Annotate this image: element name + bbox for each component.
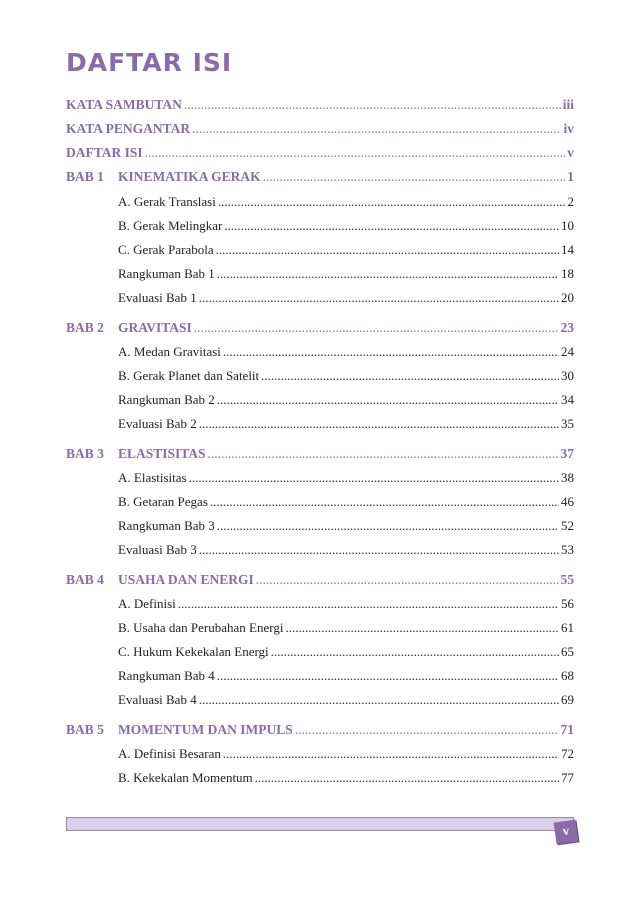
toc-item-page: 65: [561, 644, 574, 659]
toc-item-page: 14: [561, 242, 574, 257]
toc-item[interactable]: [118, 666, 574, 686]
toc-item-label: A. Elastisitas: [118, 470, 187, 485]
leader-dots: [143, 143, 566, 163]
toc-item[interactable]: [118, 594, 574, 614]
chapter-number: BAB 4: [66, 572, 104, 587]
toc-item[interactable]: [118, 642, 574, 662]
toc-item-label: Rangkuman Bab 1: [118, 266, 215, 281]
toc-chapter-bab-5[interactable]: [66, 720, 574, 740]
leader-dots: [182, 95, 561, 115]
toc-item[interactable]: [118, 618, 574, 638]
toc-item-label: B. Gerak Planet dan Satelit: [118, 368, 260, 383]
page-title: DAFTAR ISI: [66, 48, 233, 77]
leader-dots: [190, 119, 561, 139]
toc-item[interactable]: [118, 288, 574, 308]
toc-item[interactable]: [118, 264, 574, 284]
toc-item-page: 72: [561, 746, 574, 761]
leader-dots: [214, 240, 559, 260]
chapter-number: BAB 5: [66, 722, 104, 737]
leader-dots: [254, 570, 559, 590]
chapter-number: BAB 1: [66, 169, 104, 184]
toc-item-label: Rangkuman Bab 3: [118, 518, 215, 533]
chapter-title: ELASTISITAS: [118, 446, 206, 461]
toc-entry-label: KATA SAMBUTAN: [66, 97, 182, 112]
chapter-page: 23: [560, 320, 574, 335]
toc-item-page: 53: [561, 542, 574, 557]
toc-item[interactable]: [118, 468, 574, 488]
toc-item[interactable]: [118, 690, 574, 710]
toc-chapter-bab-3[interactable]: [66, 444, 574, 464]
toc-item-label: B. Getaran Pegas: [118, 494, 208, 509]
toc-item-page: 61: [561, 620, 574, 635]
toc-item-label: C. Gerak Parabola: [118, 242, 214, 257]
leader-dots: [253, 768, 559, 788]
page-number-badge: v: [554, 820, 579, 845]
toc-entry-page: iv: [563, 121, 574, 136]
leader-dots: [176, 594, 559, 614]
toc-item[interactable]: [118, 216, 574, 236]
leader-dots: [208, 492, 559, 512]
chapter-title: KINEMATIKA GERAK: [118, 169, 261, 184]
leader-dots: [259, 366, 559, 386]
leader-dots: [293, 720, 559, 740]
toc-item-label: B. Usaha dan Perubahan Energi: [118, 620, 284, 635]
toc-item-page: 10: [561, 218, 574, 233]
leader-dots: [215, 390, 559, 410]
leader-dots: [187, 468, 559, 488]
toc-item-page: 77: [561, 770, 574, 785]
toc-item-label: A. Medan Gravitasi: [118, 344, 221, 359]
chapter-page: 1: [567, 169, 574, 184]
toc-item[interactable]: [118, 366, 574, 386]
toc-item-page: 56: [561, 596, 574, 611]
toc-item-page: 69: [561, 692, 574, 707]
chapter-title: MOMENTUM DAN IMPULS: [118, 722, 293, 737]
leader-dots: [269, 642, 559, 662]
chapter-number: BAB 2: [66, 320, 104, 335]
leader-dots: [216, 192, 566, 212]
toc-item-page: 35: [561, 416, 574, 431]
leader-dots: [197, 690, 559, 710]
toc-item-page: 68: [561, 668, 574, 683]
toc-item-label: A. Definisi: [118, 596, 176, 611]
leader-dots: [283, 618, 559, 638]
toc-item[interactable]: [118, 516, 574, 536]
toc-item[interactable]: [118, 744, 574, 764]
toc-item-label: C. Hukum Kekekalan Energi: [118, 644, 269, 659]
toc-item-page: 24: [561, 344, 574, 359]
chapter-title: GRAVITASI: [118, 320, 192, 335]
toc-entry-kata-sambutan[interactable]: [66, 95, 574, 115]
leader-dots: [221, 342, 559, 362]
toc-item[interactable]: [118, 342, 574, 362]
chapter-number: BAB 3: [66, 446, 104, 461]
chapter-page: 71: [560, 722, 574, 737]
leader-dots: [221, 744, 559, 764]
footer-bar: [66, 817, 574, 831]
chapter-title: USAHA DAN ENERGI: [118, 572, 254, 587]
leader-dots: [192, 318, 559, 338]
toc-item[interactable]: [118, 768, 574, 788]
toc-item[interactable]: [118, 240, 574, 260]
toc-item-page: 20: [561, 290, 574, 305]
toc-item-label: Evaluasi Bab 1: [118, 290, 197, 305]
toc-item-label: Evaluasi Bab 4: [118, 692, 197, 707]
toc-entry-page: v: [567, 145, 574, 160]
leader-dots: [197, 288, 559, 308]
leader-dots: [215, 516, 559, 536]
toc-item-page: 34: [561, 392, 574, 407]
toc-item[interactable]: [118, 540, 574, 560]
toc-item-page: 2: [567, 194, 574, 209]
toc-item-page: 30: [561, 368, 574, 383]
leader-dots: [206, 444, 559, 464]
toc-item-label: A. Gerak Translasi: [118, 194, 216, 209]
toc-item-label: Evaluasi Bab 2: [118, 416, 197, 431]
toc-entry-label: DAFTAR ISI: [66, 145, 143, 160]
toc-entry-daftar-isi[interactable]: [66, 143, 574, 163]
toc-item-label: A. Definisi Besaran: [118, 746, 221, 761]
toc-chapter-bab-1[interactable]: [66, 167, 574, 187]
toc-item-label: Rangkuman Bab 2: [118, 392, 215, 407]
toc-chapter-bab-4[interactable]: [66, 570, 574, 590]
toc-item-label: B. Kekekalan Momentum: [118, 770, 253, 785]
toc-entry-kata-pengantar[interactable]: [66, 119, 574, 139]
leader-dots: [222, 216, 559, 236]
toc-item-label: Rangkuman Bab 4: [118, 668, 215, 683]
toc-item-page: 38: [561, 470, 574, 485]
leader-dots: [197, 414, 559, 434]
toc-chapter-bab-2[interactable]: [66, 318, 574, 338]
toc-entry-label: KATA PENGANTAR: [66, 121, 191, 136]
toc-item-page: 46: [561, 494, 574, 509]
toc-entry-page: iii: [562, 97, 574, 112]
chapter-page: 37: [560, 446, 574, 461]
leader-dots: [197, 540, 559, 560]
leader-dots: [215, 264, 559, 284]
toc-item[interactable]: [118, 192, 574, 212]
chapter-page: 55: [560, 572, 574, 587]
toc-item-page: 52: [561, 518, 574, 533]
toc-item-page: 18: [561, 266, 574, 281]
toc-item[interactable]: [118, 390, 574, 410]
toc-item-label: B. Gerak Melingkar: [118, 218, 223, 233]
leader-dots: [215, 666, 559, 686]
toc-item[interactable]: [118, 492, 574, 512]
toc-item-label: Evaluasi Bab 3: [118, 542, 197, 557]
toc-item[interactable]: [118, 414, 574, 434]
leader-dots: [261, 167, 566, 187]
